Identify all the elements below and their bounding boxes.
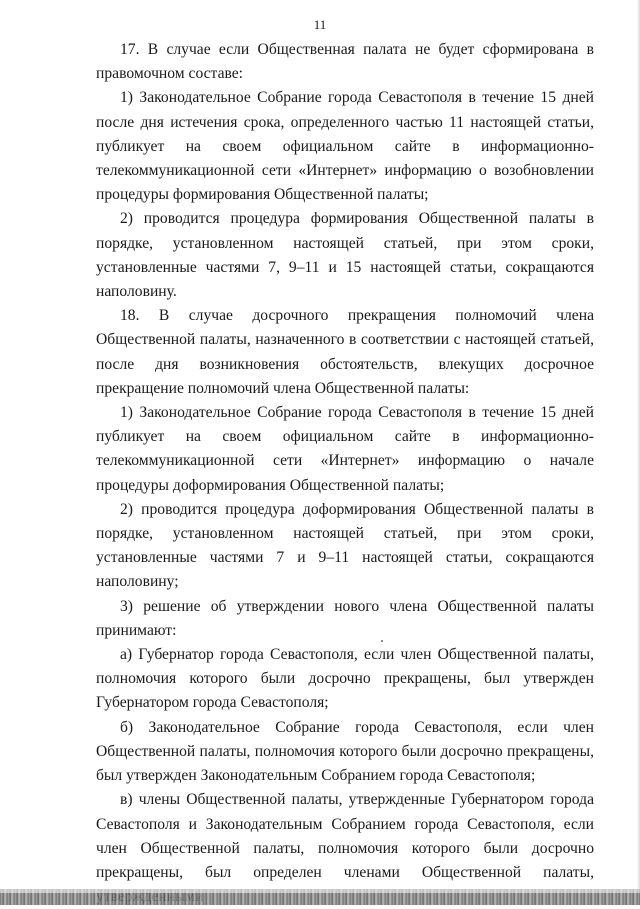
paragraph-18-item-3a: а) Губернатор города Севастополя, если член Общественной палаты, полномочия которого были досрочно прекращены, был утвержден Губернатором города Севастополя; <box>96 646 594 712</box>
paragraph-18-item-3: 3) решение об утверждении нового члена Общественной палаты принимают: <box>96 597 594 639</box>
paragraph-17-item-1: 1) Законодательное Собрание города Севастополя в течение 15 дней после дня истечения срока, определенного частью 11 настоящей статьи, публикует на своем официальном сайте в информационно-телекоммуникационной сети «Интернет» информацию о возобновлении процедуры формирования Общественной палаты; <box>96 89 594 204</box>
paragraph-18-item-1: 1) Законодательное Собрание города Севастополя в течение 15 дней публикует на своем официальном сайте в информационно-телекоммуникационной сети «Интернет» информацию о начале процедуры доформирования Общественной палаты; <box>96 404 594 494</box>
paragraph-18-item-3b: б) Законодательное Собрание города Севастополя, если член Общественной палаты, полномочия которого были досрочно прекращены, был утвержден Законодательным Собранием города Севастополя; <box>96 718 594 785</box>
paragraph-17: 17. В случае если Общественная палата не будет сформирована в правомочном составе: <box>96 41 594 83</box>
page-number: 11 <box>313 17 327 32</box>
scan-speck <box>381 640 383 642</box>
paragraph-18-item-3c: в) члены Общественной палаты, утвержденные Губернатором города Севастополя и Законодательным Собранием города Севастополя, если член Общественной палаты, полномочия которого были досрочно прекращены, был определен членами Общественной палаты, <box>96 791 594 881</box>
paragraph-18-item-2: 2) проводится процедура доформирования Общественной палаты в порядке, установленном настоящей статьей, при этом сроки, установленные частями 7 и 9–11 настоящей статьи, сокращаются наполовину; <box>96 500 594 591</box>
paragraph-18: 18. В случае досрочного прекращения полномочий члена Общественной палаты, назначенного в соответствии с настоящей статьей, после дня возникновения обстоятельств, влекущих досрочное прекращение полномочий члена Общественной палаты: <box>96 307 594 397</box>
paragraph-17-item-2: 2) проводится процедура формирования Общественной палаты в порядке, установленном настоящей статьей, при этом сроки, установленные частями 7, 9–11 и 15 настоящей статьи, сокращаются наполовину. <box>96 210 594 301</box>
document-body <box>96 38 594 909</box>
scan-edge-bottom <box>0 889 640 905</box>
